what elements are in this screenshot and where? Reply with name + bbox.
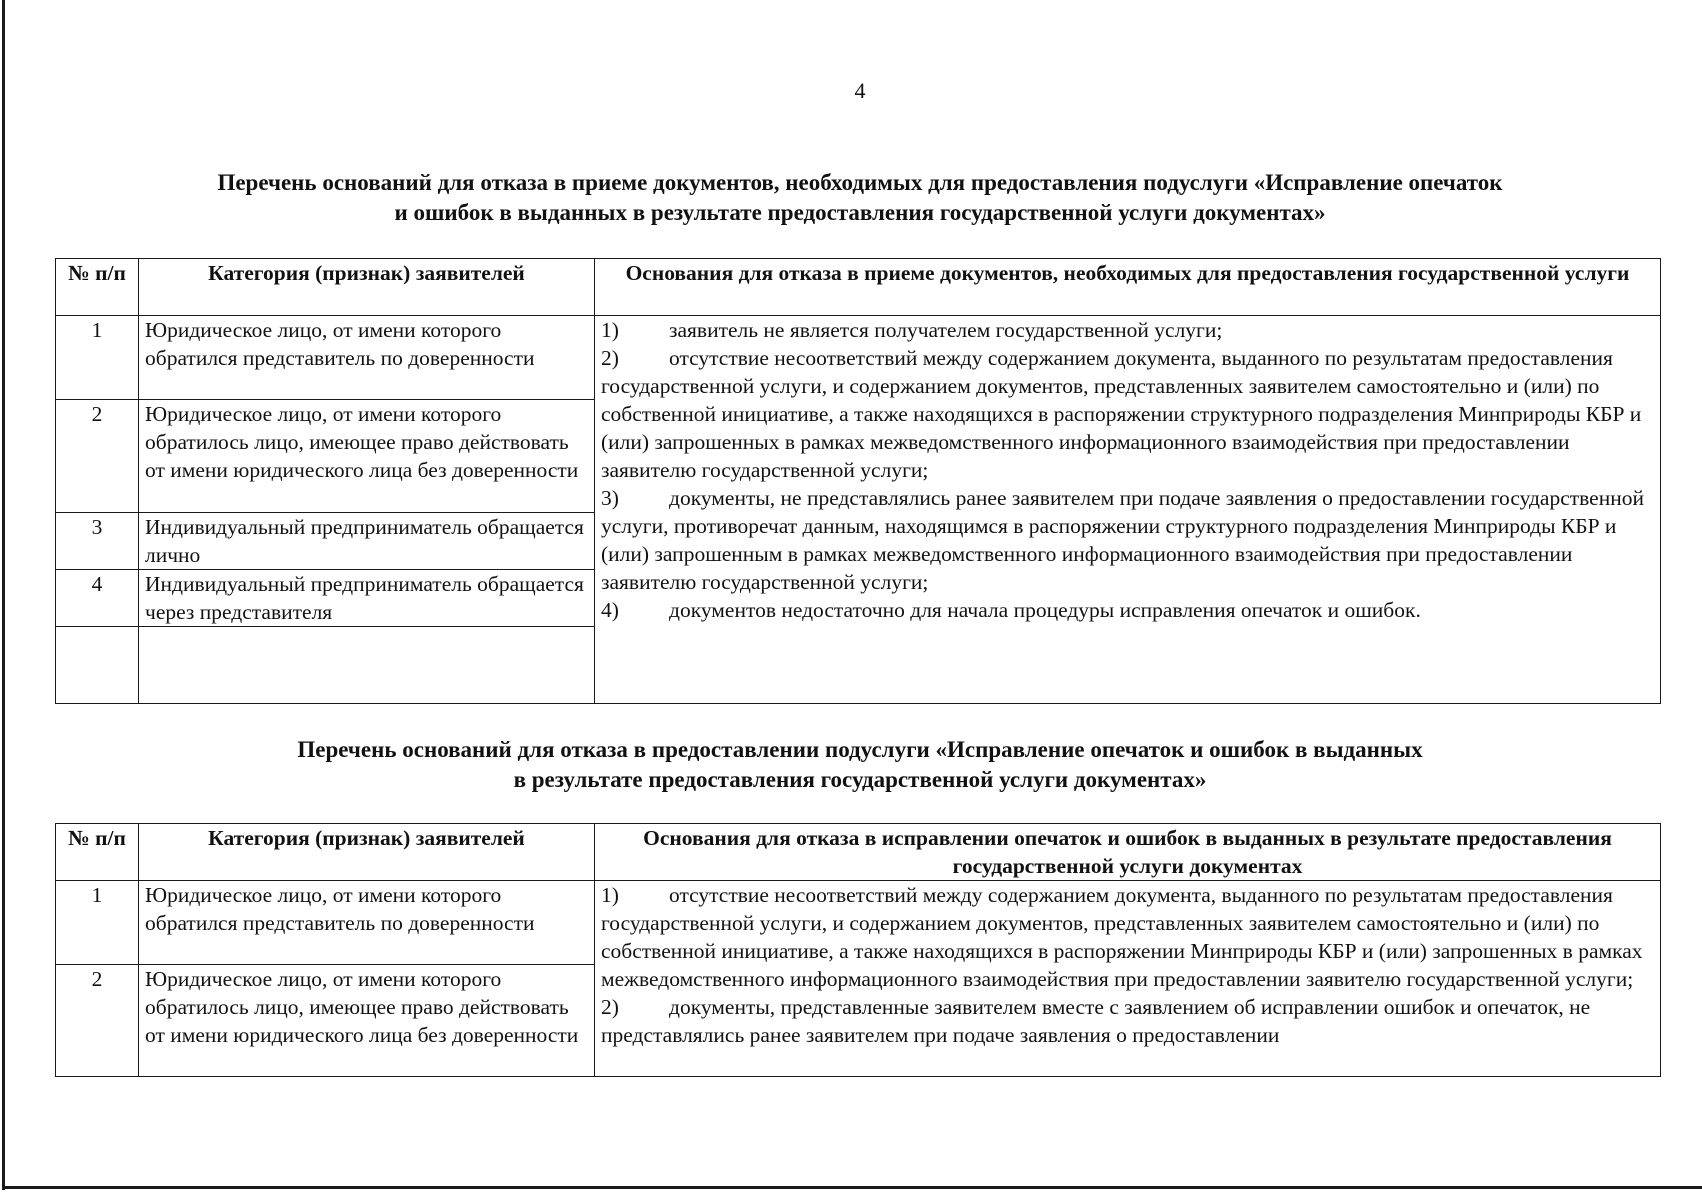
reason-text: документов недостаточно для начала процедуры исправления опечаток и ошибок. bbox=[669, 598, 1421, 622]
reason-item bbox=[601, 344, 1654, 484]
table-header-row bbox=[56, 259, 1661, 316]
reason-item bbox=[601, 993, 1654, 1049]
header-num: № п/п bbox=[56, 824, 139, 881]
empty-cell bbox=[56, 627, 139, 704]
section-1-title-line-2: и ошибок в выданных в результате предоставления государственной услуги документах» bbox=[394, 200, 1326, 225]
header-category: Категория (признак) заявителей bbox=[139, 824, 595, 881]
empty-cell bbox=[139, 627, 595, 704]
reason-number: 4) bbox=[601, 598, 619, 622]
scan-edge-left bbox=[2, 0, 5, 1190]
reason-text: документы, не представлялись ранее заявителем при подаче заявления о предоставлении государственной услуги, противоречат данным, находящимся в распоряжении структурного подразделения Минприроды КБР и (или) запрошенным в рамках межведомственного информационного взаимодействия при предоставлении заявителю государственной услуги; bbox=[601, 486, 1644, 594]
reason-number: 3) bbox=[601, 486, 619, 510]
row-category: Индивидуальный предприниматель обращается лично bbox=[139, 513, 595, 570]
table-row bbox=[56, 316, 1661, 400]
row-category: Юридическое лицо, от имени которого обратилось лицо, имеющее право действовать от имени юридического лица без доверенности bbox=[139, 965, 595, 1077]
reason-item bbox=[601, 316, 1654, 344]
row-num: 1 bbox=[56, 881, 139, 965]
row-category: Юридическое лицо, от имени которого обратилось лицо, имеющее право действовать от имени юридического лица без доверенности bbox=[139, 400, 595, 513]
scan-edge-bottom bbox=[2, 1186, 1702, 1189]
section-1-title bbox=[60, 168, 1660, 228]
reason-item bbox=[601, 596, 1654, 624]
reason-number: 2) bbox=[601, 995, 619, 1019]
reason-text: документы, представленные заявителем вместе с заявлением об исправлении ошибок и опечаток, не представлялись ранее заявителем при подаче заявления о предоставлении bbox=[601, 995, 1591, 1047]
header-num: № п/п bbox=[56, 259, 139, 316]
row-num: 2 bbox=[56, 965, 139, 1077]
reason-item bbox=[601, 881, 1654, 993]
reason-text: заявитель не является получателем государственной услуги; bbox=[669, 318, 1223, 342]
row-num: 2 bbox=[56, 400, 139, 513]
reasons-cell bbox=[595, 316, 1661, 704]
page-number: 4 bbox=[854, 78, 866, 103]
row-num: 3 bbox=[56, 513, 139, 570]
section-1-table bbox=[55, 258, 1661, 704]
row-category: Юридическое лицо, от имени которого обратился представитель по доверенности bbox=[139, 881, 595, 965]
reasons-cell bbox=[595, 881, 1661, 1077]
row-num: 1 bbox=[56, 316, 139, 400]
row-category: Юридическое лицо, от имени которого обратился представитель по доверенности bbox=[139, 316, 595, 400]
reason-text: отсутствие несоответствий между содержанием документа, выданного по результатам предоставления государственной услуги, и содержанием документов, представленных заявителем самостоятельно и (или) по собственной инициативе, а также находящихся в распоряжении структурного подразделения Минприроды КБР и (или) запрошенных в рамках межведомственного информационного взаимодействия при предоставлении заявителю государственной услуги; bbox=[601, 346, 1642, 482]
header-category: Категория (признак) заявителей bbox=[139, 259, 595, 316]
header-reasons: Основания для отказа в приеме документов, необходимых для предоставления государственной услуги bbox=[595, 259, 1661, 316]
reason-number: 1) bbox=[601, 318, 619, 342]
row-category: Индивидуальный предприниматель обращается через представителя bbox=[139, 570, 595, 627]
section-2-title-line-2: в результате предоставления государственной услуги документах» bbox=[513, 767, 1207, 792]
section-2-title-line-1: Перечень оснований для отказа в предоставлении подуслуги «Исправление опечаток и ошибок в выданных bbox=[297, 737, 1423, 762]
section-2-table bbox=[55, 823, 1661, 1077]
header-reasons: Основания для отказа в исправлении опечаток и ошибок в выданных в результате предоставления государственной услуги документах bbox=[595, 824, 1661, 881]
table-row bbox=[56, 881, 1661, 965]
reason-number: 1) bbox=[601, 883, 619, 907]
reason-number: 2) bbox=[601, 346, 619, 370]
table-header-row bbox=[56, 824, 1661, 881]
reason-item bbox=[601, 484, 1654, 596]
section-2-title bbox=[60, 735, 1660, 795]
section-1-title-line-1: Перечень оснований для отказа в приеме документов, необходимых для предоставления подуслуги «Исправление опечаток bbox=[217, 170, 1503, 195]
reason-text: отсутствие несоответствий между содержанием документа, выданного по результатам предоставления государственной услуги, и содержанием документов, представленных заявителем самостоятельно и (или) по собственной инициативе, а также находящихся в распоряжении Минприроды КБР и (или) запрошенных в рамках межведомственного информационного взаимодействия при предоставлении заявителю государственной услуги; bbox=[601, 883, 1643, 991]
row-num: 4 bbox=[56, 570, 139, 627]
